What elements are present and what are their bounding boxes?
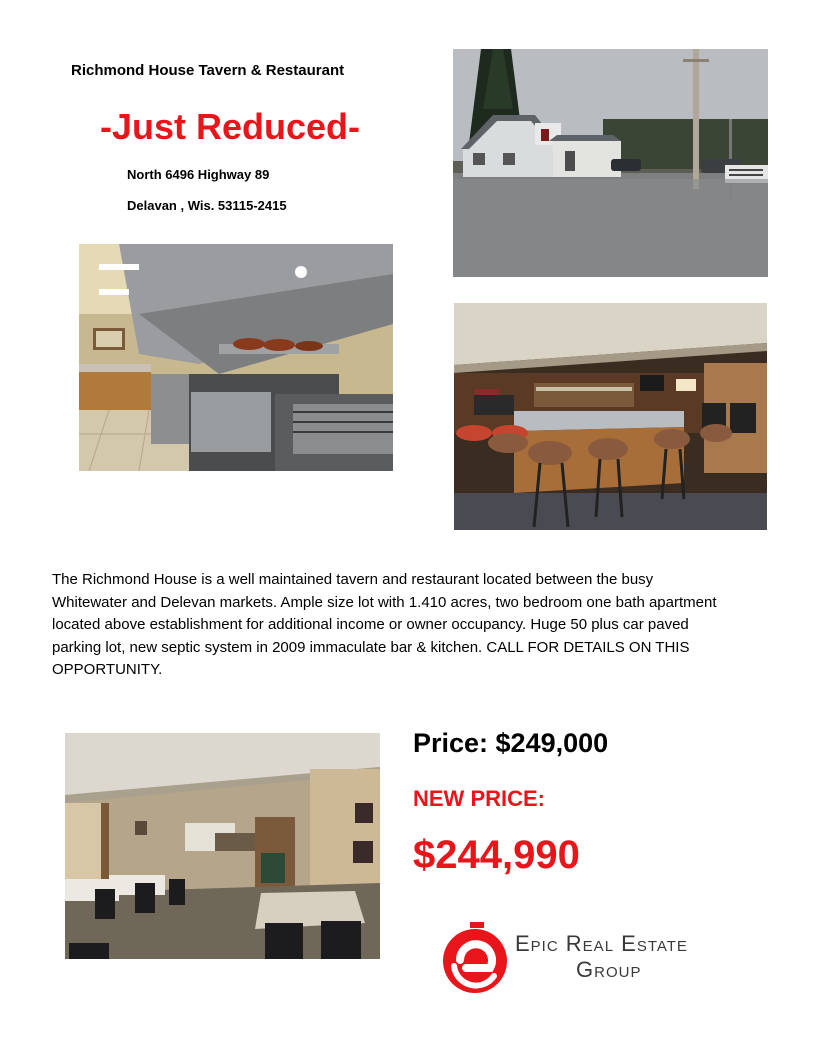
price-label: Price: $249,000 xyxy=(413,728,609,758)
kitchen-photo xyxy=(79,244,393,471)
dining-room-photo xyxy=(65,733,380,959)
address-line-1: North 6496 Highway 89 xyxy=(127,167,270,182)
new-price-label: NEW PRICE: xyxy=(413,786,545,811)
address-line-2: Delavan , Wis. 53115-2415 xyxy=(127,198,287,213)
listing-description: The Richmond House is a well maintained tavern and restaurant located between the busy Whitewater and Delevan markets. Ample size lot with 1.410 acres, two bedroom one bath apartment located above establishment for additional income or owner occupancy. Huge 50 plus car paved parking lot, new septic system in 2009 immaculate bar & kitchen. CALL FOR DETAILS ON THIS OPPORTUNITY. xyxy=(52,571,717,678)
bar-photo xyxy=(454,303,767,530)
just-reduced-headline: -Just Reduced- xyxy=(100,106,361,147)
new-price-value: $244,990 xyxy=(413,833,580,877)
exterior-photo xyxy=(453,49,768,277)
brand-name-line-2: Group xyxy=(576,957,642,982)
listing-title: Richmond House Tavern & Restaurant xyxy=(71,62,345,79)
brand-name-line-1: Epic Real Estate xyxy=(515,931,688,956)
